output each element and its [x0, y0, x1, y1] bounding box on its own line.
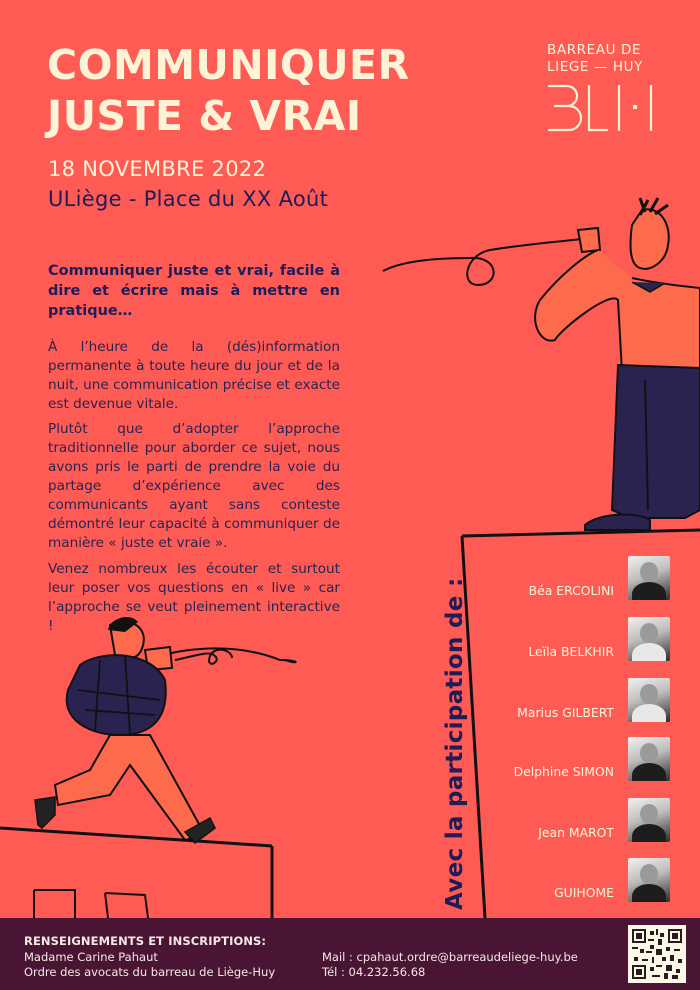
- qr-code-icon[interactable]: [628, 925, 686, 983]
- speaker-photo: [628, 556, 670, 600]
- speaker-item: [514, 737, 670, 781]
- speaker-name: Delphine SIMON: [513, 764, 614, 779]
- event-title: [47, 40, 410, 142]
- contact-organization: Ordre des avocats du barreau de Liège-Huy: [24, 965, 276, 979]
- speaker-photo: [628, 858, 670, 902]
- speaker-name: GUIHOME: [554, 885, 614, 900]
- barreau-logo: [547, 42, 659, 134]
- speaker-name: Marius GILBERT: [517, 705, 614, 720]
- intro-paragraph-2: Plutôt que d’adopter l’approche traditionnelle pour aborder ce sujet, nous avons pris le parti de prendre la voie du partage d’expérience avec des communicants ayant sans conteste démontré leur capacité à communiquer de manière « juste et vraie ».: [48, 421, 340, 551]
- speaker-photo: [628, 737, 670, 781]
- logo-line-2: LIEGE — HUY: [547, 59, 643, 75]
- speaker-item: [528, 617, 670, 661]
- speaker-photo: [628, 798, 670, 842]
- title-line-1: COMMUNIQUER: [47, 41, 410, 89]
- footer-heading: RENSEIGNEMENTS ET INSCRIPTIONS:: [24, 934, 267, 948]
- event-date: 18 NOVEMBRE 2022: [48, 157, 267, 181]
- contact-phone[interactable]: Tél : 04.232.56.68: [322, 965, 426, 979]
- speaker-item: [538, 798, 670, 842]
- contact-email[interactable]: Mail : cpahaut.ordre@barreaudeliege-huy.be: [322, 950, 578, 964]
- speakers-heading: Avec la participation de :: [442, 577, 468, 910]
- intro-paragraph-1: À l’heure de la (dés)information permanente à toute heure du jour et de la nuit, une communication précise et exacte est devenue vitale.: [48, 339, 340, 412]
- blh-monogram-icon: [547, 84, 659, 134]
- speaker-name: Béa ERCOLINI: [528, 583, 614, 598]
- qr-pattern: [632, 929, 682, 979]
- speaker-photo: [628, 678, 670, 722]
- speaker-name: Jean MAROT: [538, 825, 614, 840]
- intro-lead: Communiquer juste et vrai, facile à dire et écrire mais à mettre en pratique…: [48, 263, 340, 319]
- contact-footer: [0, 918, 700, 990]
- event-location: ULiège - Place du XX Août: [48, 187, 329, 211]
- speaker-photo: [628, 617, 670, 661]
- logo-line-1: BARREAU DE: [547, 42, 642, 58]
- speaker-name: Leïla BELKHIR: [528, 644, 614, 659]
- contact-name: Madame Carine Pahaut: [24, 950, 158, 964]
- speaker-item: [517, 678, 670, 722]
- speaker-item: [529, 556, 670, 600]
- speaker-item: [554, 858, 670, 902]
- title-line-2: JUSTE & VRAI: [47, 92, 362, 140]
- intro-paragraph-3: Venez nombreux les écouter et surtout leur poser vos questions en « live » car l’approche se veut pleinement interactive !: [48, 561, 340, 634]
